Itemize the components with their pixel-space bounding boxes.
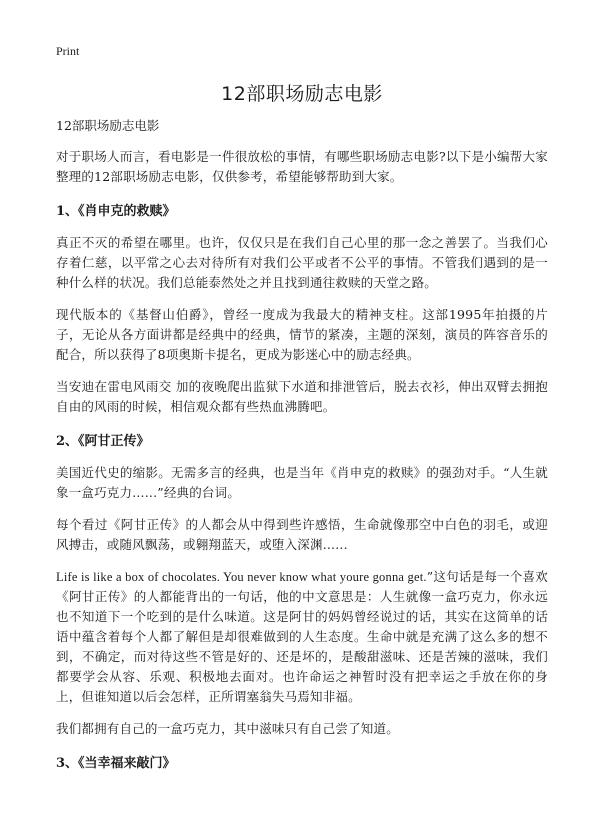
section-heading-2: 2、《阿甘正传》 (56, 434, 150, 449)
section-2-paragraph-3 (56, 567, 548, 707)
section-heading-1: 1、《肖申克的救赎》 (56, 204, 176, 219)
quote-explanation: ”这句话是每一个喜欢《阿甘正传》的人都能背出的一句话，他的中文意思是：人生就像一盒巧克力，你永远也不知道下一个吃到的是什么味道。这是阿甘的妈妈曾经说过的话，其实在这简单的话语中蕴含着每个人都了解但是却很难做到的人生态度。生命中就是充满了这么多的想不到，不确定，而对待这些不管是好的、还是坏的，是酸甜滋味、还是苦辣的滋味，我们都要学会从容、乐观、积极地去面对。也许命运之神暂时没有把幸运之手放在你的身上，但谁知道以后会怎样，正所谓塞翁失马焉知非福。 (56, 569, 548, 704)
section-heading-3: 3、《当幸福来敲门》 (56, 756, 176, 771)
section-1-paragraph-1: 真正不灭的希望在哪里。也许，仅仅只是在我们自己心里的那一念之善罢了。当我们心存着仁慈，以平常之心去对待所有对我们公平或者不公平的事情。不管我们遇到的是一种什么样的状况。我们总能泰然处之并且找到通往救赎的天堂之路。 (56, 235, 548, 290)
section-2-paragraph-1: 美国近代史的缩影。无需多言的经典，也是当年《肖申克的救赎》的强劲对手。“人生就象一盒巧克力......”经典的台词。 (56, 465, 548, 500)
print-label: Print (56, 44, 80, 58)
section-1-paragraph-3: 当安迪在雷电风雨交 加的夜晚爬出监狱下水道和排泄管后，脱去衣衫，伸出双臂去拥抱自由的风雨的时候，相信观众都有些热血沸腾吧。 (56, 379, 548, 414)
document-title: 12部职场励志电影 (221, 83, 383, 105)
document-subtitle: 12部职场励志电影 (56, 118, 160, 133)
intro-paragraph: 对于职场人而言，看电影是一件很放松的事情，有哪些职场励志电影?以下是小编帮大家整理的12部职场励志电影，仅供参考，希望能够帮助到大家。 (56, 149, 548, 184)
section-2-closing: 我们都拥有自己的一盒巧克力，其中滋味只有自己尝了知道。 (56, 721, 399, 736)
english-quote: Life is like a box of chocolates. You never know what youre gonna get. (56, 570, 427, 584)
section-2-paragraph-2: 每个看过《阿甘正传》的人都会从中得到些许感悟，生命就像那空中白色的羽毛，或迎风搏击，或随风飘荡，或翱翔蓝天，或堕入深渊...... (56, 517, 548, 552)
section-1-paragraph-2: 现代版本的《基督山伯爵》，曾经一度成为我最大的精神支柱。这部1995年拍摄的片子，无论从各方面讲都是经典中的经典，情节的紧凑，主题的深刻，演员的阵容音乐的配合，所以获得了8项奥斯卡提名，更成为影迷心中的励志经典。 (56, 307, 548, 362)
